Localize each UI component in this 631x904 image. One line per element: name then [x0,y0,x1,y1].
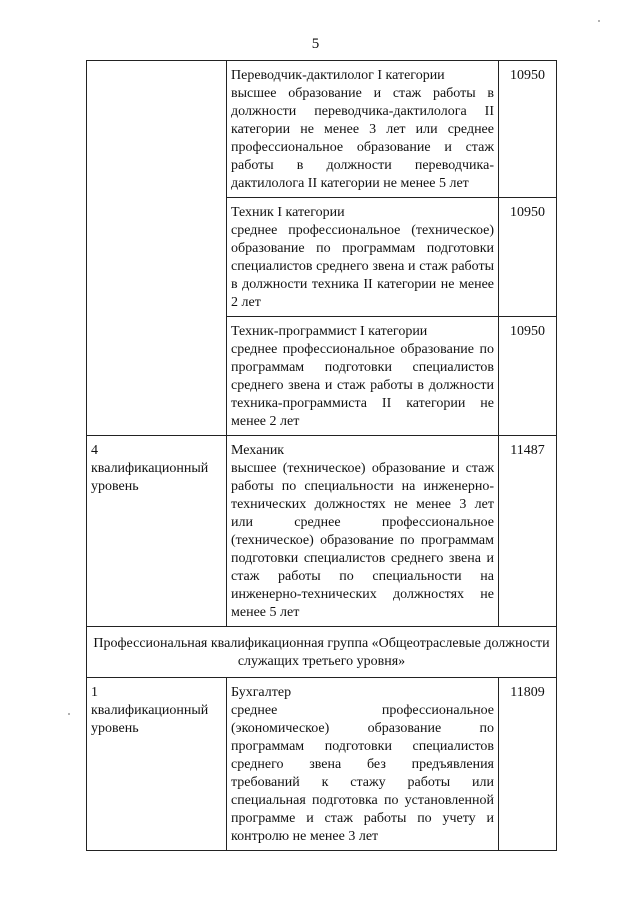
level-label: квалификационный уровень [91,703,209,736]
position-requirements: среднее профессиональное образование по программам подготовки специалистов среднего звена и стаж работы в должности техника-программиста II категории не менее 2 лет [231,342,494,429]
position-requirements: среднее профессиональное (техническое) образование по программам подготовки специалистов среднего звена и стаж работы в должности техника II категории не менее 2 лет [231,223,494,310]
group-header-row [87,627,557,678]
position-cell [227,317,499,436]
position-title: Механик [231,443,285,458]
table-row [87,61,557,198]
position-cell [227,61,499,198]
position-cell [227,198,499,317]
salary-cell: 11809 [499,678,557,851]
position-requirements: среднее профессиональное (экономическое) образование по программам подготовки специалистов среднего звена без предъявления требований к стажу работы или специальная подготовка по установленной программе и стаж работы по учету и контролю не менее 3 лет [231,703,494,844]
scan-speck [68,713,70,715]
position-title: Техник-программист I категории [231,324,428,339]
level-label: квалификационный уровень [91,461,209,494]
table-row [87,436,557,627]
scan-speck [598,20,600,22]
salary-cell: 10950 [499,317,557,436]
salary-cell: 10950 [499,198,557,317]
qualification-table [86,60,557,851]
group-header: Профессиональная квалификационная группа «Общеотраслевые должности служащих третьего уровня» [87,627,557,678]
salary-cell: 10950 [499,61,557,198]
level-number: 1 [91,685,98,700]
level-cell [87,678,227,851]
position-title: Переводчик-дактилолог I категории [231,68,445,83]
position-cell [227,678,499,851]
position-requirements: высшее образование и стаж работы в должности переводчика-дактилолога II категории не менее 3 лет или среднее профессиональное образование и стаж работы в должности переводчика-дактилолога II категории не менее 5 лет [231,86,494,191]
position-requirements: высшее (техническое) образование и стаж работы по специальности на инженерно-технических должностях не менее 3 лет или среднее профессиональное (техническое) образование по программам подготовки специалистов среднего звена и стаж работы по специальности на инженерно-технических должностях не менее 5 лет [231,461,494,620]
position-title: Бухгалтер [231,685,292,700]
page-number: 5 [311,36,320,52]
level-number: 4 [91,443,98,458]
position-cell [227,436,499,627]
level-cell [87,61,227,436]
position-title: Техник I категории [231,205,345,220]
salary-cell: 11487 [499,436,557,627]
level-cell [87,436,227,627]
table-row [87,678,557,851]
